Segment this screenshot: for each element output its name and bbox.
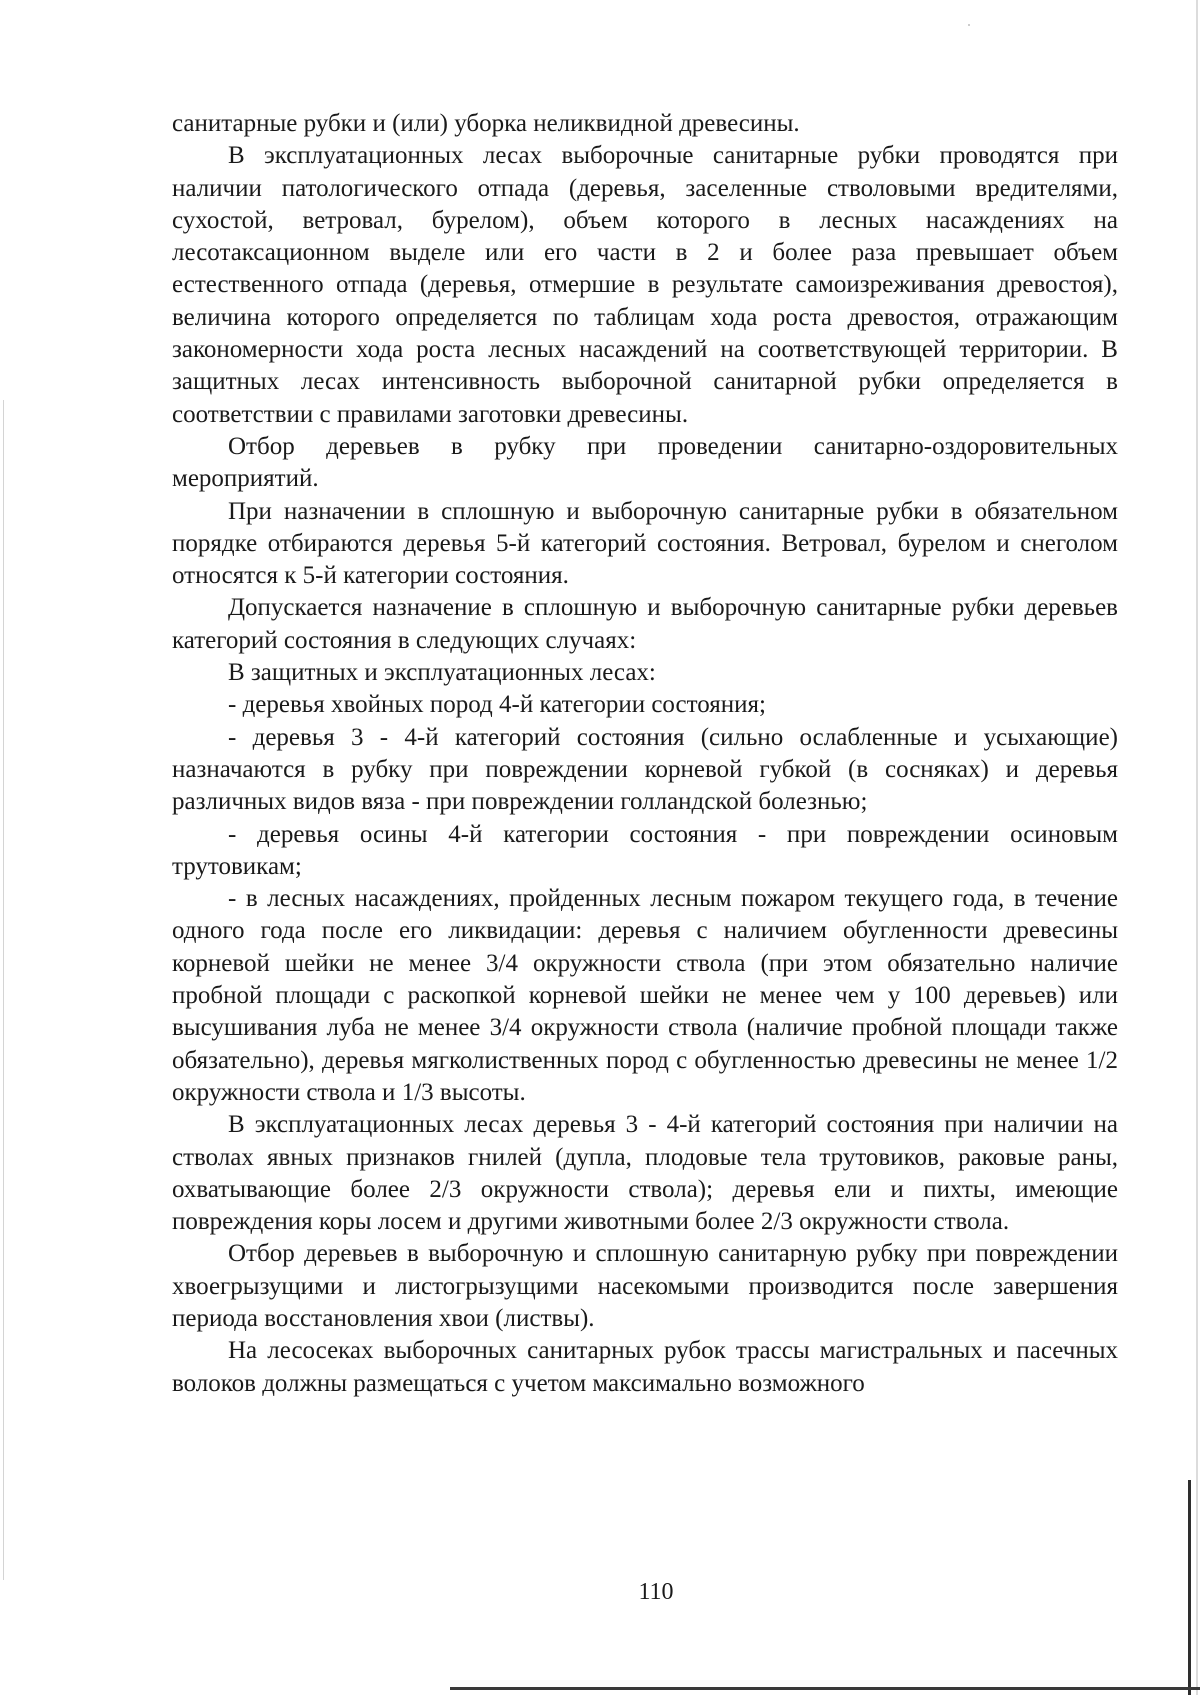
- list-item-aspen: - деревья осины 4-й категории состояния - при повреждении осиновым трутовикам;: [172, 820, 1118, 880]
- scan-speck: [968, 24, 970, 26]
- paragraph-mandatory-selection: При назначении в сплошную и выборочную санитарные рубки в обязательном порядке отбираются деревья 5-й категорий состояния. Ветровал, бурелом и снеголом относятся к 5-й категории состояния.: [172, 497, 1118, 590]
- list-item-root-sponge: - деревья 3 - 4-й категорий состояния (сильно ослабленные и усыхающие) назначаются в рубку при повреждении корневой губкой (в сосняках) и деревья различных видов вяза - при повреждении голландской болезнью;: [172, 723, 1118, 816]
- list-item-conifers: - деревья хвойных пород 4-й категории состояния;: [228, 691, 766, 719]
- page-number: 110: [638, 1579, 674, 1605]
- body-text: [172, 108, 1118, 1400]
- paragraph-continuation: санитарные рубки и (или) уборка неликвидной древесины.: [172, 110, 800, 137]
- paragraph-tree-selection: Отбор деревьев в рубку при проведении санитарно-оздоровительных мероприятий.: [172, 432, 1118, 493]
- paragraph-insect-damage: Отбор деревьев в выборочную и сплошную санитарную рубку при повреждении хвоегрызущими и листогрызущими насекомыми производится после завершения периода восстановления хвои (листвы).: [172, 1240, 1118, 1332]
- paragraph-rot-signs: В эксплуатационных лесах деревья 3 - 4-й категорий состояния при наличии на стволах явных признаков гнилей (дупла, плодовые тела трутовиков, раковые раны, охватывающие более 2/3 окружности ствола); деревья ели и пихты, имеющие повреждения коры лосем и другими животными более 2/3 окружности ствола.: [172, 1111, 1118, 1236]
- list-item-forest-fire: - в лесных насаждениях, пройденных лесным пожаром текущего года, в течение одного года после его ликвидации: деревья с наличием обугленности древесины корневой шейки не менее 3/4 окружности ствола (при этом обязательно наличие пробной площади с раскопкой корневой шейки не менее чем у 100 деревьев) или высушивания луба не менее 3/4 окружности ствола (наличие пробной площади также обязательно), деревья мягколиственных пород с обугленностью древесины не менее 1/2 окружности ствола и 1/3 высоты.: [172, 885, 1118, 1106]
- paragraph-skid-trails: На лесосеках выборочных санитарных рубок трассы магистральных и пасечных волоков должны размещаться с учетом максимально возможного: [172, 1337, 1118, 1397]
- paragraph-protective-forests: В защитных и эксплуатационных лесах:: [228, 659, 656, 687]
- scan-left-shadow: [3, 400, 4, 1580]
- scan-right-edge: [1196, 0, 1198, 1695]
- paragraph-allowed-cases: Допускается назначение в сплошную и выборочную санитарные рубки деревьев категорий состояния в следующих случаях:: [172, 594, 1118, 654]
- scan-bottom-edge: [450, 1687, 1200, 1690]
- paragraph-exploitation-forests: В эксплуатационных лесах выборочные санитарные рубки проводятся при наличии патологического отпада (деревья, заселенные стволовыми вредителями, сухостой, ветровал, бурелом), объем которого в лесных насаждениях на лесотаксационном выделе или его части в 2 и более раза превышает объем естественного отпада (деревья, отмершие в результате самоизреживания древостоя), величина которого определяется по таблицам хода роста древостоя, отражающим закономерности хода роста лесных насаждений на соответствующей территории. В защитных лесах интенсивность выборочной санитарной рубки определяется в соответствии с правилами заготовки древесины.: [172, 142, 1118, 428]
